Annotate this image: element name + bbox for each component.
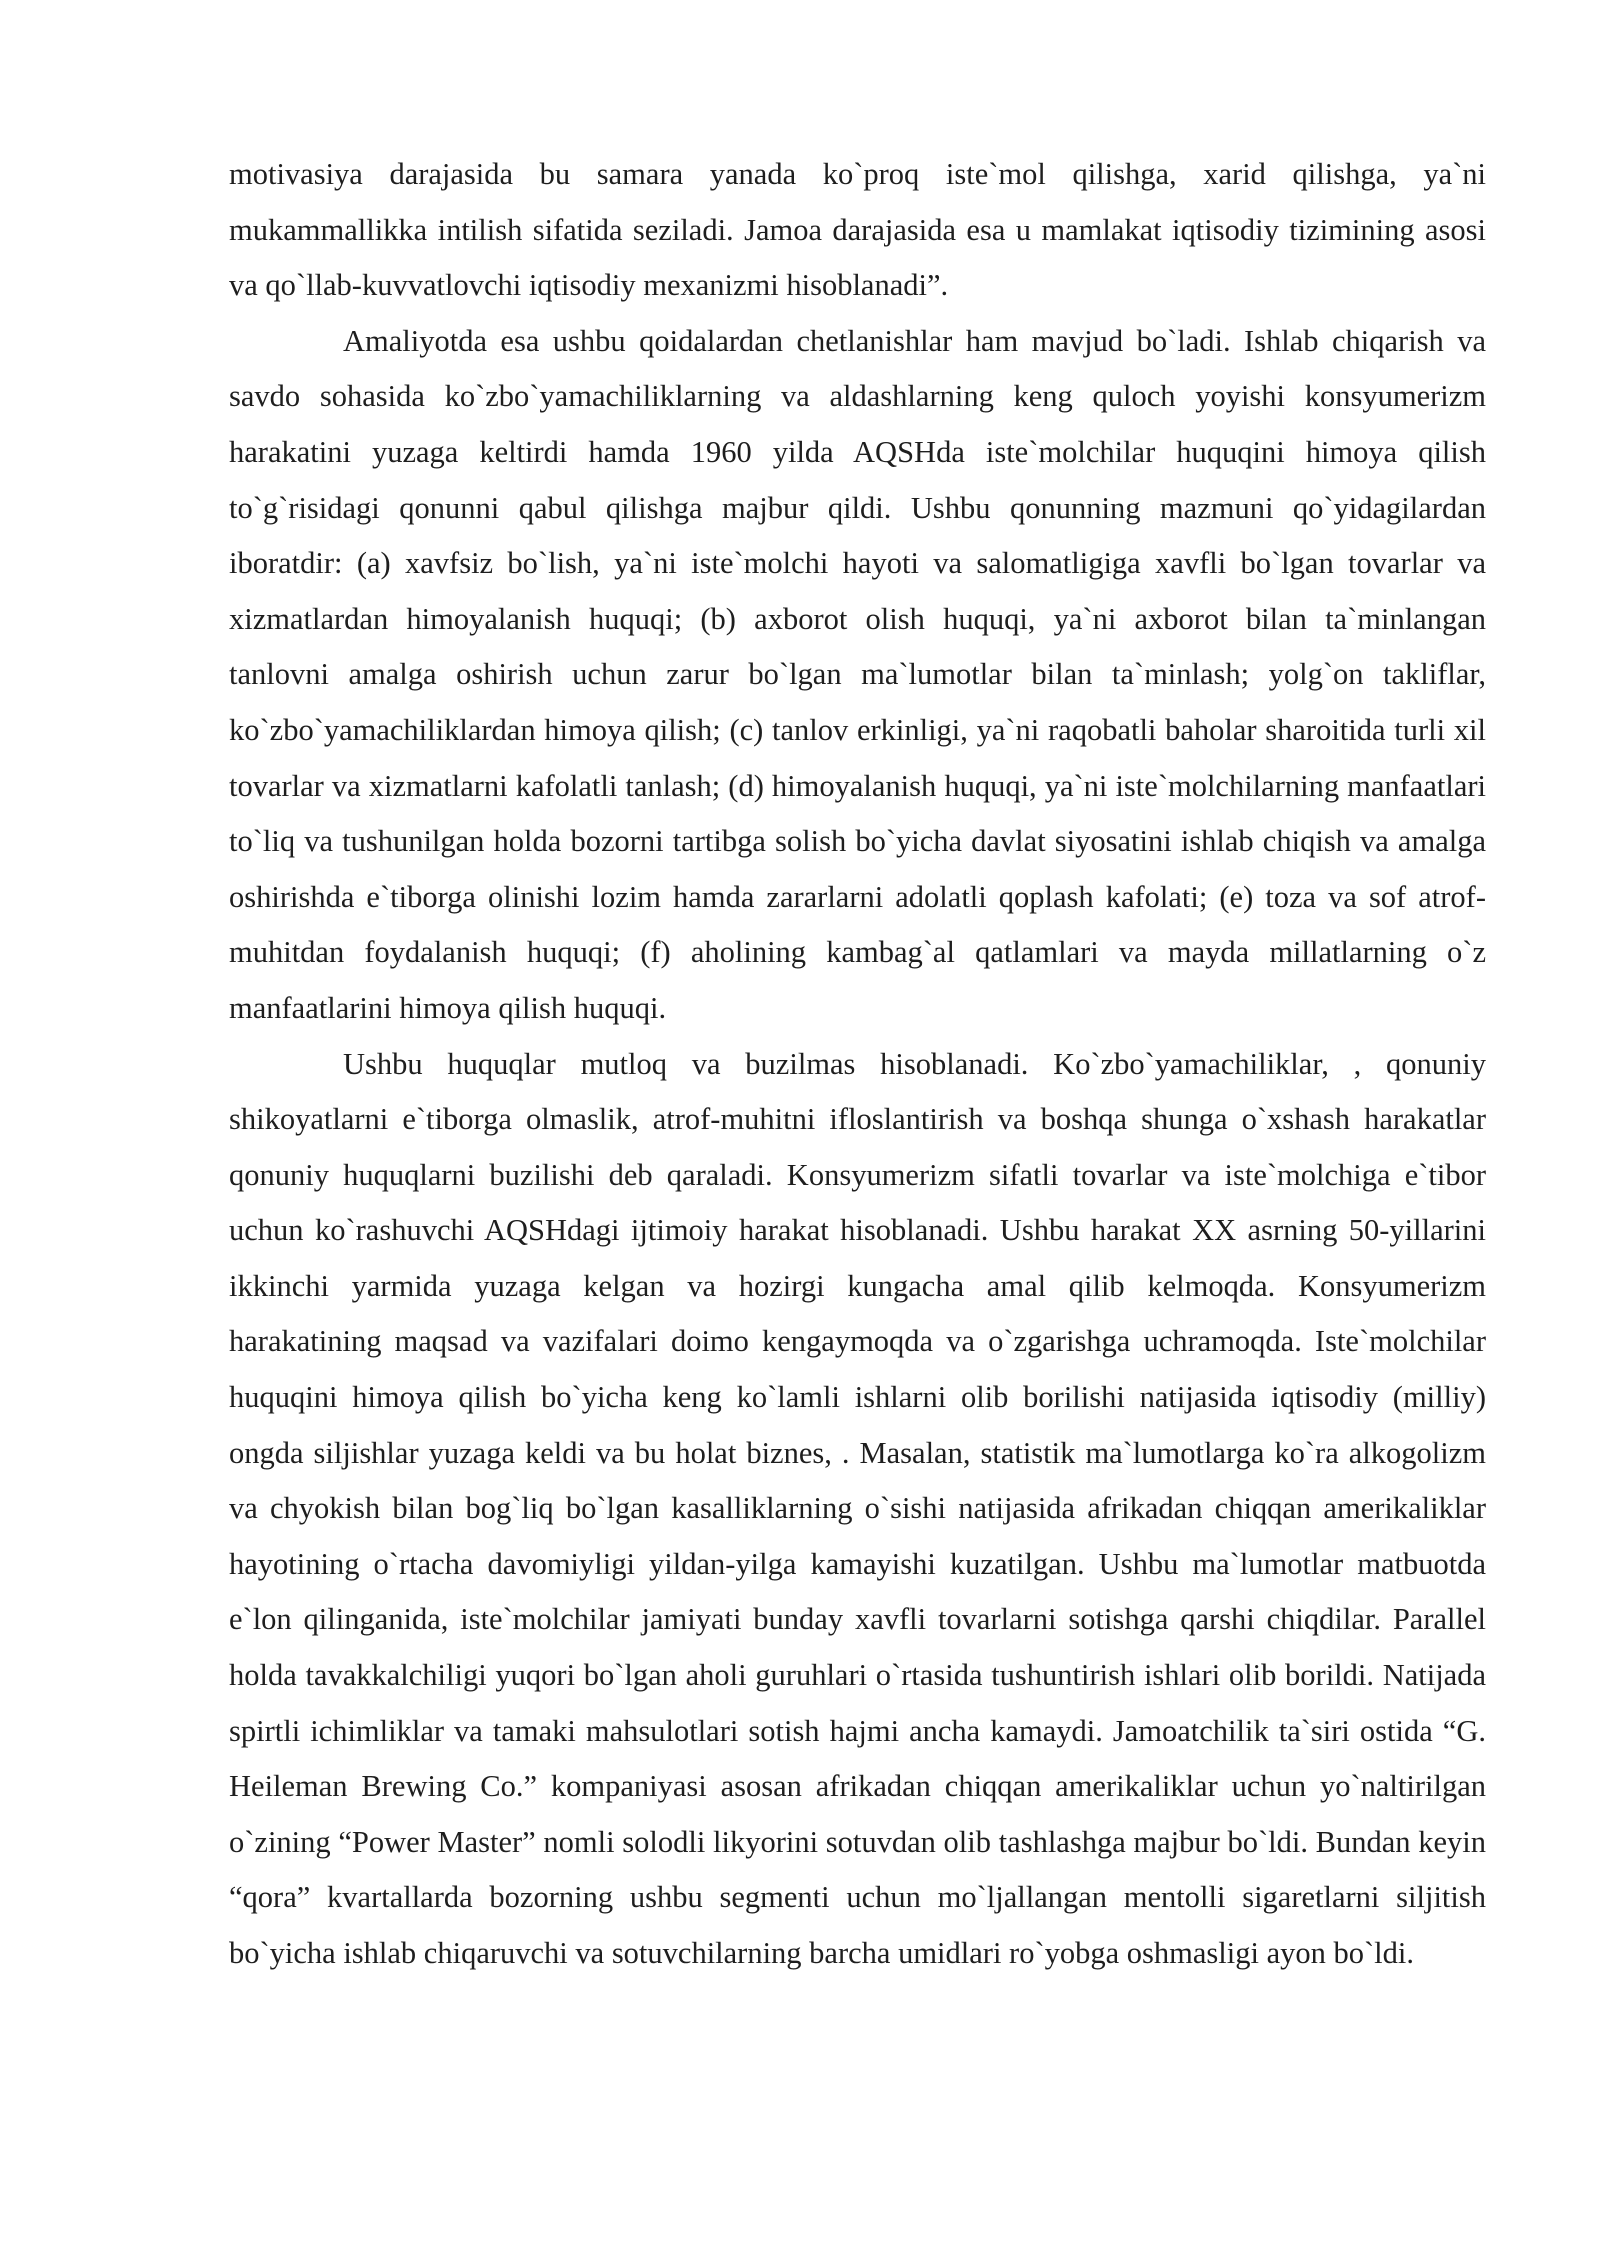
paragraph-consumer-rights-law: Amaliyotda esa ushbu qoidalardan chetlanishlar ham mavjud bo`ladi. Ishlab chiqarish va savdo sohasida ko`zbo`yamachiliklarning va aldashlarning keng quloch yoyishi konsyumerizm harakatini yuzaga keltirdi hamda 1960 yilda AQSHda iste`molchilar huquqini himoya qilish to`g`risidagi qonunni qabul qilishga majbur qildi. Ushbu qonunning mazmuni qo`yidagilardan iboratdir: (a) xavfsiz bo`lish, ya`ni iste`molchi hayoti va salomatligiga xavfli bo`lgan tovarlar va xizmatlardan himoyalanish huquqi; (b) axborot olish huquqi, ya`ni axborot bilan ta`minlangan tanlovni amalga oshirish uchun zarur bo`lgan ma`lumotlar bilan ta`minlash; yolg`on takliflar, ko`zbo`yamachiliklardan himoya qilish; (c) tanlov erkinligi, ya`ni raqobatli baholar sharoitida turli xil tovarlar va xizmatlarni kafolatli tanlash; (d) himoyalanish huquqi, ya`ni iste`molchilarning manfaatlari to`liq va tushunilgan holda bozorni tartibga solish bo`yicha davlat siyosatini ishlab chiqish va amalga oshirishda e`tiborga olinishi lozim hamda zararlarni adolatli qoplash kafolati; (e) toza va sof atrof-muhitdan foydalanish huquqi; (f) aholining kambag`al qatlamlari va mayda millatlarning o`z manfaatlarini himoya qilish huquqi. bbox=[229, 323, 1486, 1025]
paragraph-continuation: motivasiya darajasida bu samara yanada ko`proq iste`mol qilishga, xarid qilishga, ya`ni mukammallikka intilish sifatida seziladi. Jamoa darajasida esa u mamlakat iqtisodiy tizimining asosi va qo`llab-kuvvatlovchi iqtisodiy mexanizmi hisoblanadi”. bbox=[229, 157, 1486, 303]
document-body bbox=[229, 147, 1486, 1982]
paragraph-consumerism-movement: Ushbu huquqlar mutloq va buzilmas hisoblanadi. Ko`zbo`yamachiliklar, , qonuniy shikoyatlarni e`tiborga olmaslik, atrof-muhitni ifloslantirish va boshqa shunga o`xshash harakatlar qonuniy huquqlarni buzilishi deb qaraladi. Konsyumerizm sifatli tovarlar va iste`molchiga e`tibor uchun ko`rashuvchi AQSHdagi ijtimoiy harakat hisoblanadi. Ushbu harakat XX asrning 50-yillarini ikkinchi yarmida yuzaga kelgan va hozirgi kungacha amal qilib kelmoqda. Konsyumerizm harakatining maqsad va vazifalari doimo kengaymoqda va o`zgarishga uchramoqda. Iste`molchilar huquqini himoya qilish bo`yicha keng ko`lamli ishlarni olib borilishi natijasida iqtisodiy (milliy) ongda siljishlar yuzaga keldi va bu holat biznes, . Masalan, statistik ma`lumotlarga ko`ra alkogolizm va chyokish bilan bog`liq bo`lgan kasalliklarning o`sishi natijasida afrikadan chiqqan amerikaliklar hayotining o`rtacha davomiyligi yildan-yilga kamayishi kuzatilgan. Ushbu ma`lumotlar matbuotda e`lon qilinganida, iste`molchilar jamiyati bunday xavfli tovarlarni sotishga qarshi chiqdilar. Parallel holda tavakkalchiligi yuqori bo`lgan aholi guruhlari o`rtasida tushuntirish ishlari olib borildi. Natijada spirtli ichimliklar va tamaki mahsulotlari sotish hajmi ancha kamaydi. Jamoatchilik ta`siri ostida “G. Heileman Brewing Co.” kompaniyasi asosan afrikadan chiqqan amerikaliklar uchun yo`naltirilgan o`zining “Power Master” nomli solodli likyorini sotuvdan olib tashlashga majbur bo`ldi. Bundan keyin “qora” kvartallarda bozorning ushbu segmenti uchun mo`ljallangan mentolli sigaretlarni siljitish bo`yicha ishlab chiqaruvchi va sotuvchilarning barcha umidlari ro`yobga oshmasligi ayon bo`ldi. bbox=[229, 1046, 1486, 1970]
